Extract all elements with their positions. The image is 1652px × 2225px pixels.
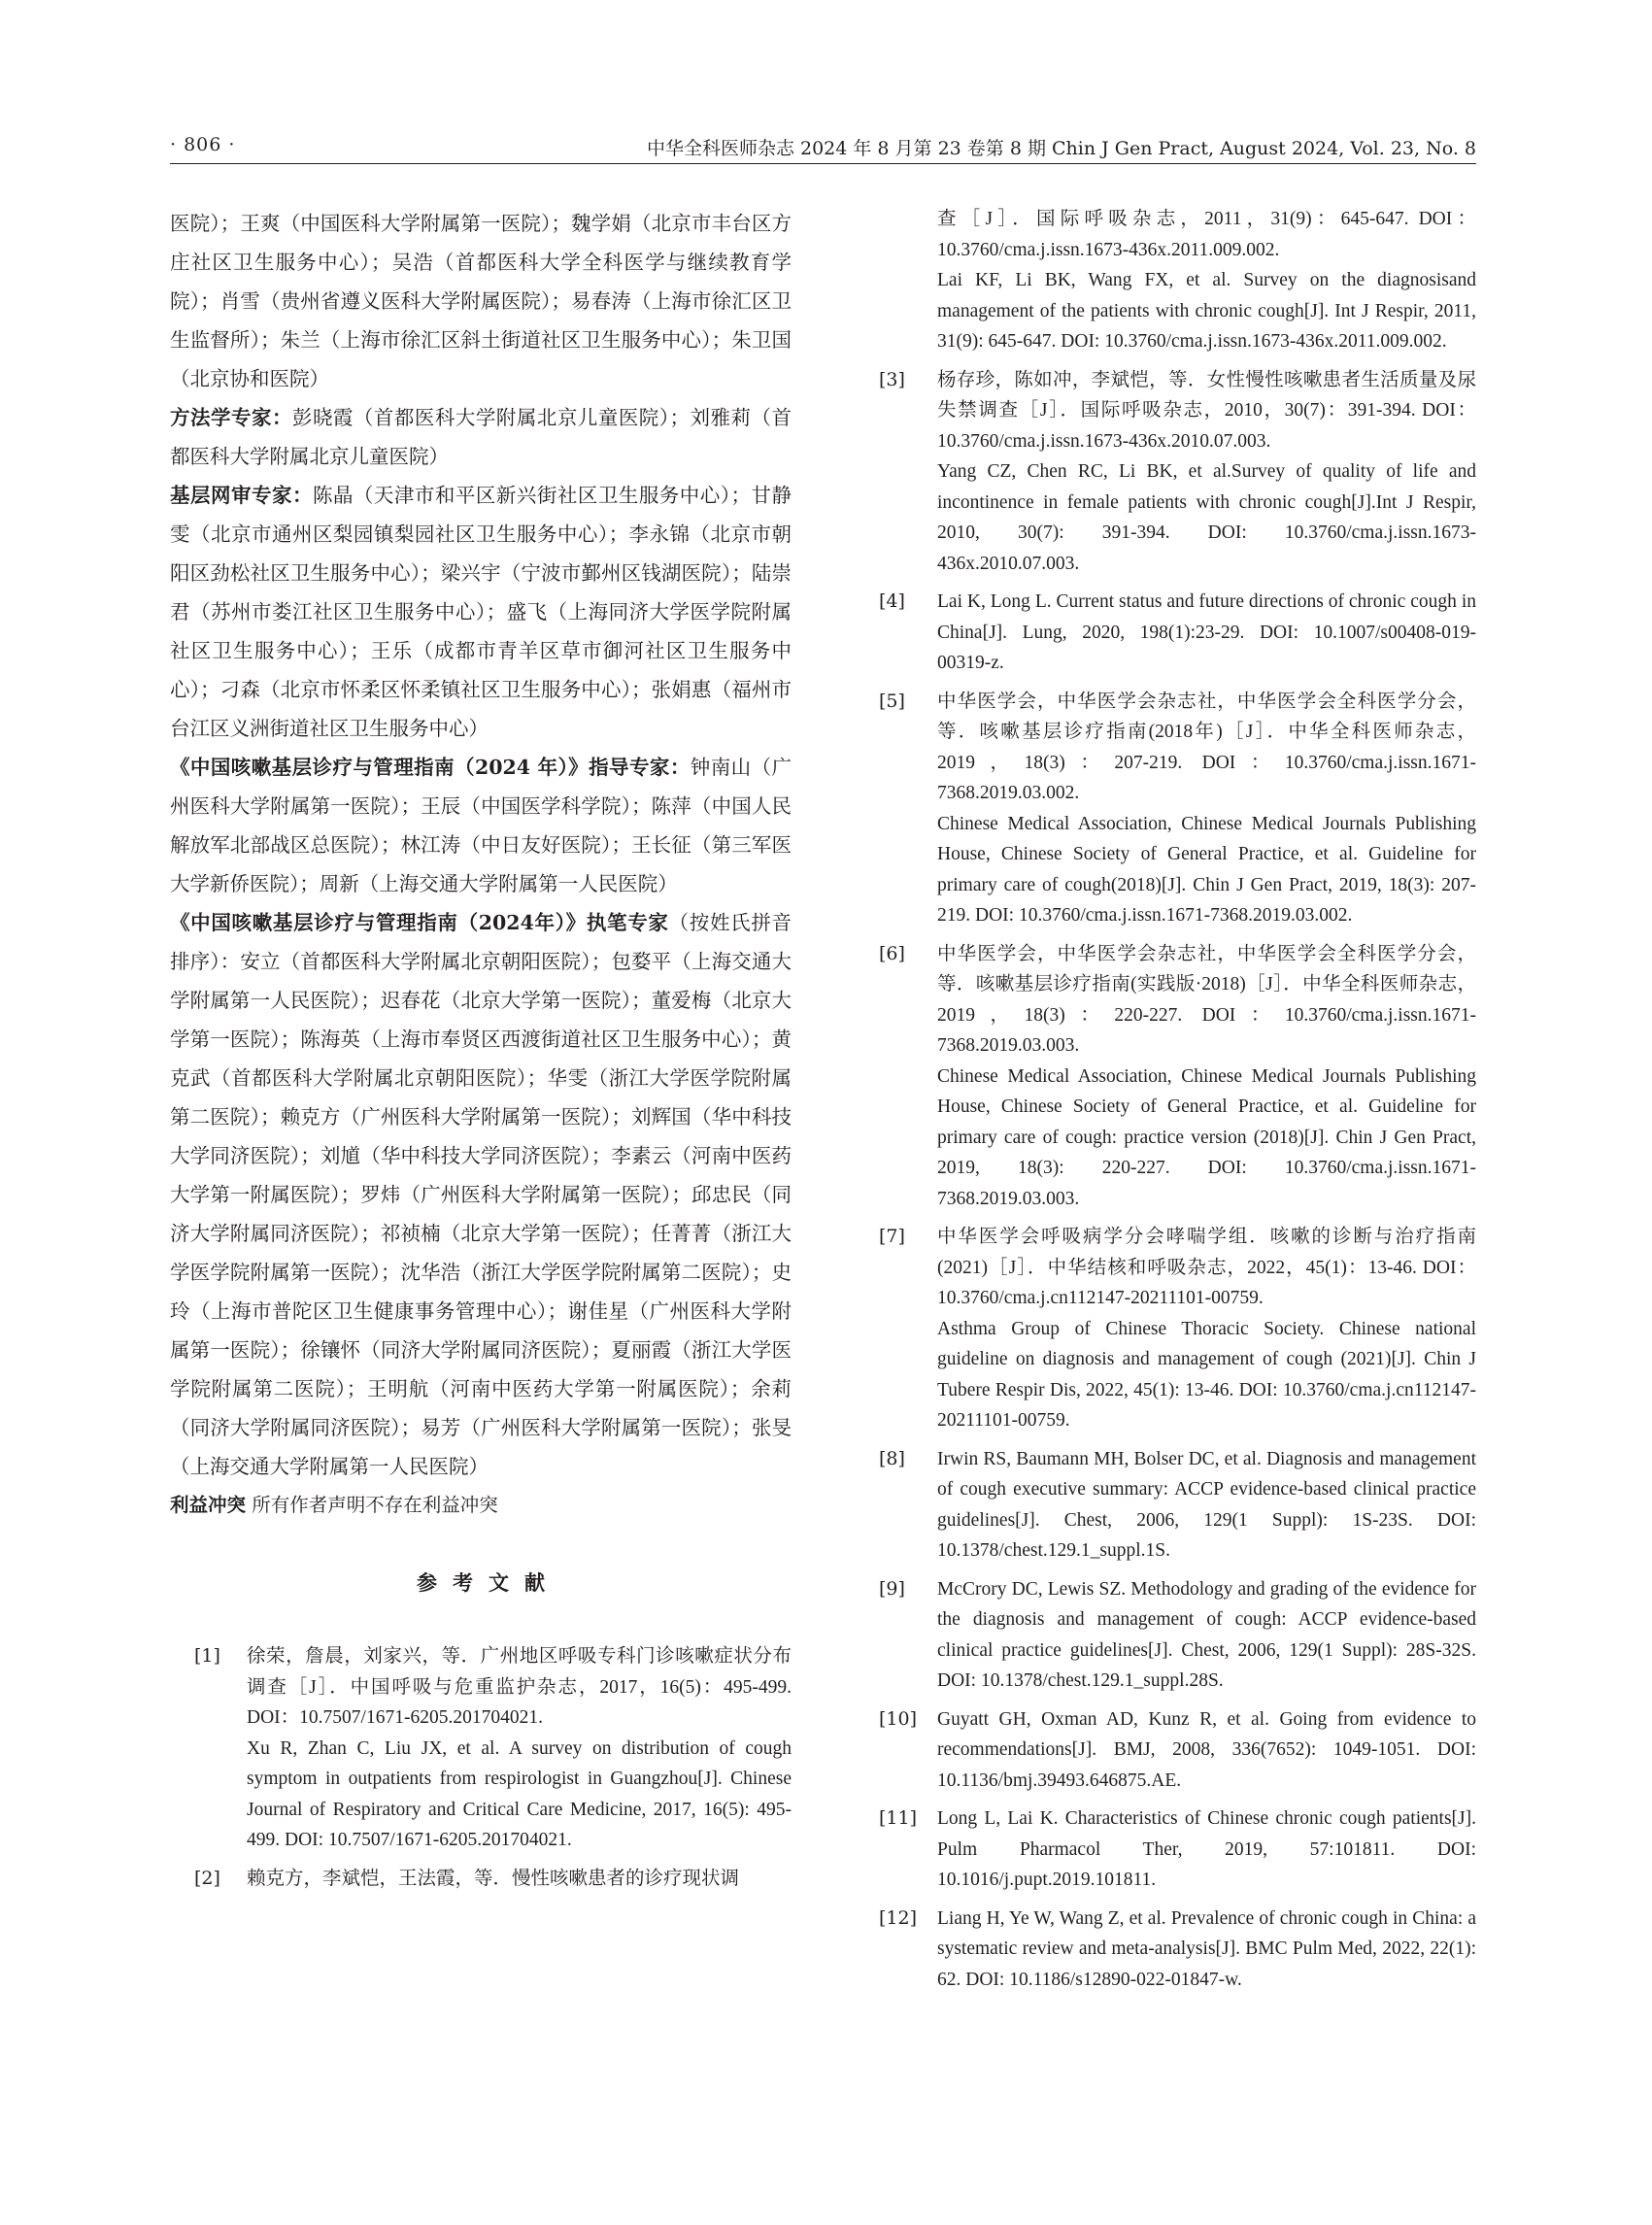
reference-text: 杨存珍，陈如冲，李斌恺，等．女性慢性咳嗽患者生活质量及尿失禁调查［J］．国际呼吸杂志，2010，30(7)：391-394. DOI：10.3760/cma.j.issn.1673-436x.2010.07.003. (937, 369, 1476, 452)
reference-item (874, 1804, 1476, 1896)
paragraph-text: 陈晶（天津市和平区新兴街社区卫生服务中心）；甘静雯（北京市通州区梨园镇梨园社区卫生服务中心）；李永锦（北京市朝阳区劲松社区卫生服务中心）；梁兴宇（宁波市鄞州区钱湖医院）；陆崇君（苏州市娄江社区卫生服务中心）；盛飞（上海同济大学医学院附属社区卫生服务中心）；王乐（成都市青羊区草市御河社区卫生服务中心）；刁森（北京市怀柔区怀柔镇社区卫生服务中心）；张娟惠（福州市台江区义洲街道社区卫生服务中心） (170, 484, 792, 740)
paragraph-text: 彭晓霞（首都医科大学附属北京儿童医院）；刘雅莉（首都医科大学附属北京儿童医院） (170, 406, 792, 468)
reference-text: Yang CZ, Chen RC, Li BK, et al.Survey of quality of life and incontinence in female patients with chronic cough[J].Int J Respir, 2010, 30(7): 391-394. DOI: 10.3760/cma.j.issn.1673-436x.2010.07.003. (937, 461, 1476, 574)
reference-list-right (874, 204, 1476, 1995)
conflict-of-interest (170, 1486, 792, 1525)
reference-text: Chinese Medical Association, Chinese Medical Journals Publishing House, Chinese Society of General Practice, et al. Guideline for primary care of cough(2018)[J]. Chin J Gen Pract, 2019, 18(3): 207-219. DOI: 10.3760/cma.j.issn.1671-7368.2019.03.002. (937, 813, 1476, 926)
reference-item (170, 1641, 792, 1856)
reference-item (874, 939, 1476, 1215)
reference-number: [7] (879, 1226, 905, 1247)
reference-item (874, 1904, 1476, 1996)
writing-experts-paragraph (170, 903, 792, 1486)
reference-item (874, 1222, 1476, 1436)
methodology-experts-paragraph (170, 398, 792, 476)
paragraph-lead: 基层网审专家： (170, 484, 313, 507)
reference-text: 中华医学会，中华医学会杂志社，中华医学会全科医学分会，等．咳嗽基层诊疗指南(2018年)［J］．中华全科医师杂志，2019，18(3)：207-219. DOI：10.3760/cma.j.issn.1671-7368.2019.03.002. (937, 691, 1476, 803)
paragraph-lead: 《中国咳嗽基层诊疗与管理指南（2024 年）》指导专家： (170, 756, 691, 779)
reference-text: Lai KF, Li BK, Wang FX, et al. Survey on the diagnosisand management of the patients with chronic cough[J]. Int J Respir, 2011, 31(9): 645-647. DOI: 10.3760/cma.j.issn.1673-436x.2011.009.002. (937, 270, 1476, 352)
reference-text: Xu R, Zhan C, Liu JX, et al. A survey on distribution of cough symptom in outpatients from respirologist in Guangzhou[J]. Chinese Journal of Respiratory and Critical Care Medicine, 2017, 16(5): 495-499. DOI: 10.7507/1671-6205.201704021. (247, 1737, 792, 1850)
reference-number: [2] (194, 1867, 220, 1889)
reference-item (874, 204, 1476, 357)
reference-text: 徐荣，詹晨，刘家兴，等．广州地区呼吸专科门诊咳嗽症状分布调查［J］．中国呼吸与危重监护杂志，2017，16(5)：495-499. DOI：10.7507/1671-6205.201704021. (247, 1646, 792, 1728)
reference-text: 赖克方，李斌恺，王法霞，等．慢性咳嗽患者的诊疗现状调 (247, 1868, 740, 1889)
right-column (874, 204, 1476, 2003)
reference-number: [12] (879, 1906, 918, 1929)
reference-text: 中华医学会呼吸病学分会哮喘学组．咳嗽的诊断与治疗指南(2021)［J］．中华结核和呼吸杂志，2022，45(1)：13-46. DOI：10.3760/cma.j.cn112147-20211101-00759. (937, 1227, 1476, 1308)
reference-item (874, 1704, 1476, 1797)
guiding-experts-paragraph (170, 748, 792, 903)
primary-care-reviewers-paragraph (170, 476, 792, 748)
reference-text: Irwin RS, Baumann MH, Bolser DC, et al. Diagnosis and management of cough executive summary: ACCP evidence-based clinical practice guidelines[J]. Chest, 2006, 129(1 Suppl): 1S-23S. DOI: 10.1378/chest.129.1_suppl.1S. (937, 1448, 1476, 1561)
reference-number: [9] (879, 1577, 905, 1600)
paragraph-text: 医院）；王爽（中国医科大学附属第一医院）；魏学娟（北京市丰台区方庄社区卫生服务中心）；吴浩（首都医科大学全科医学与继续教育学院）；肖雪（贵州省遵义医科大学附属医院）；易春涛（上海市徐汇区卫生监督所）；朱兰（上海市徐汇区斜土街道社区卫生服务中心）；朱卫国（北京协和医院） (170, 212, 792, 390)
reference-text: 查［J］．国际呼吸杂志，2011，31(9)：645-647. DOI：10.3760/cma.j.issn.1673-436x.2011.009.002. (937, 209, 1476, 260)
reference-number: [5] (879, 690, 905, 712)
reference-item (874, 365, 1476, 580)
reference-text: Liang H, Ye W, Wang Z, et al. Prevalence of chronic cough in China: a systematic review and meta-analysis[J]. BMC Pulm Med, 2022, 22(1): 62. DOI: 10.1186/s12890-022-01847-w. (937, 1907, 1476, 1990)
reference-number: [1] (194, 1645, 220, 1667)
journal-citation-line: 中华全科医师杂志 2024 年 8 月第 23 卷第 8 期 Chin J Gen Pract, August 2024, Vol. 23, No. 8 (646, 138, 1476, 159)
reference-number: [4] (879, 590, 905, 612)
reference-text: Lai K, Long L. Current status and future directions of chronic cough in China[J]. Lung, 2020, 198(1):23-29. DOI: 10.1007/s00408-019-00319-z. (937, 591, 1476, 673)
reference-list-left (170, 1641, 792, 1894)
reference-number: [3] (879, 368, 905, 390)
references-heading: 参考文献 (417, 1570, 560, 1595)
reference-item (874, 687, 1476, 931)
conflict-text: 所有作者声明不存在利益冲突 (252, 1494, 498, 1516)
conflict-label: 利益冲突 (170, 1494, 247, 1516)
reference-text: Chinese Medical Association, Chinese Medical Journals Publishing House, Chinese Society of General Practice, et al. Guideline for primary care of cough: practice version (2018)[J]. Chin J Gen Pract, 2019, 18(3): 220-227. DOI: 10.3760/cma.j.issn.1671-7368.2019.03.003. (937, 1065, 1476, 1209)
reference-item (874, 1444, 1476, 1567)
left-column (170, 204, 792, 1902)
paragraph-text: （按姓氏拼音排序）：安立（首都医科大学附属北京朝阳医院）；包婺平（上海交通大学附属第一人民医院）；迟春花（北京大学第一医院）；董爱梅（北京大学第一医院）；陈海英（上海市奉贤区西渡街道社区卫生服务中心）；黄克武（首都医科大学附属北京朝阳医院）；华雯（浙江大学医学院附属第二医院）；赖克方（广州医科大学附属第一医院）；刘辉国（华中科技大学同济医院）；刘馗（华中科技大学同济医院）；李素云（河南中医药大学第一附属医院）；罗炜（广州医科大学附属第一医院）；邱忠民（同济大学附属同济医院）；祁祯楠（北京大学第一医院）；任菁菁（浙江大学医学院附属第一医院）；沈华浩（浙江大学医学院附属第二医院）；史玲（上海市普陀区卫生健康事务管理中心）；谢佳星（广州医科大学附属第一医院）；徐镶怀（同济大学附属同济医院）；夏丽霞（浙江大学医学院附属第二医院）；王明航（河南中医药大学第一附属医院）；余莉（同济大学附属同济医院）；易芳（广州医科大学附属第一医院）；张旻（上海交通大学附属第一人民医院） (170, 911, 792, 1478)
reference-item (874, 1574, 1476, 1697)
reference-number: [10] (879, 1707, 918, 1730)
reference-text: 中华医学会，中华医学会杂志社，中华医学会全科医学分会，等．咳嗽基层诊疗指南(实践版·2018)［J］．中华全科医师杂志，2019，18(3)：220-227. DOI：10.3760/cma.j.issn.1671-7368.2019.03.003. (937, 943, 1476, 1056)
paragraph-text: 钟南山（广州医科大学附属第一医院）；王辰（中国医学科学院）；陈萍（中国人民解放军北部战区总医院）；林江涛（中日友好医院）；王长征（第三军医大学新侨医院）；周新（上海交通大学附属第一人民医院） (170, 756, 792, 895)
page-number: · 806 · (170, 134, 236, 155)
reference-text: Guyatt GH, Oxman AD, Kunz R, et al. Going from evidence to recommendations[J]. BMJ, 2008, 336(7652): 1049-1051. DOI: 10.1136/bmj.39493.646875.AE. (937, 1708, 1476, 1791)
running-header (170, 134, 1476, 164)
paragraph-lead: 方法学专家： (170, 406, 292, 429)
expert-list-paragraph (170, 204, 792, 398)
reference-text: Asthma Group of Chinese Thoracic Society. Chinese national guideline on diagnosis and management of cough (2021)[J]. Chin J Tubere Respir Dis, 2022, 45(1): 13-46. DOI: 10.3760/cma.j.cn112147-20211101-00759. (937, 1318, 1476, 1431)
reference-text: McCrory DC, Lewis SZ. Methodology and grading of the evidence for the diagnosis and management of cough: ACCP evidence-based clinical practice guidelines[J]. Chest, 2006, 129(1 Suppl): 28S-32S. DOI: 10.1378/chest.129.1_suppl.28S. (937, 1578, 1476, 1691)
reference-text: Long L, Lai K. Characteristics of Chinese chronic cough patients[J]. Pulm Pharmacol Ther, 2019, 57:101811. DOI: 10.1016/j.pupt.2019.101811. (937, 1808, 1476, 1890)
reference-item (170, 1864, 792, 1895)
reference-number: [11] (879, 1807, 918, 1829)
reference-item (874, 587, 1476, 679)
reference-number: [6] (879, 942, 905, 964)
paragraph-lead: 《中国咳嗽基层诊疗与管理指南（2024年）》执笔专家 (170, 911, 669, 934)
reference-number: [8] (879, 1447, 905, 1469)
